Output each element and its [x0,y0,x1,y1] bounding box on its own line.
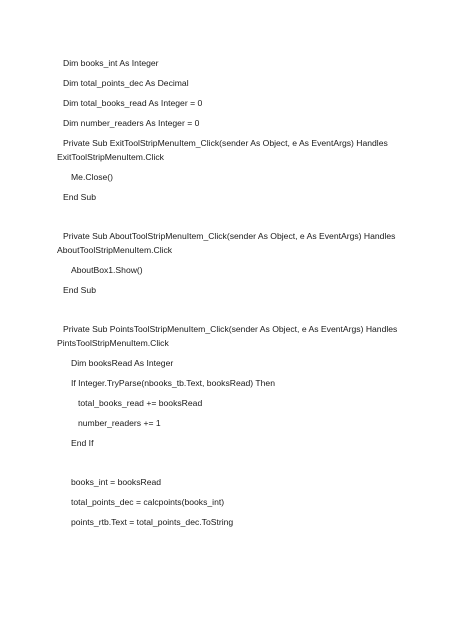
code-line-points-sub-header: Private Sub PointsToolStripMenuItem_Click(sender As Object, e As EventArgs) Handles [63,324,398,334]
code-line-dim-number-readers: Dim number_readers As Integer = 0 [63,118,200,128]
code-line-points-rtb-text: points_rtb.Text = total_points_dec.ToString [71,517,234,527]
code-line-about-handles: AboutToolStripMenuItem.Click [57,245,173,255]
code-line-me-close: Me.Close() [71,172,114,182]
code-line-number-readers-increment: number_readers += 1 [78,418,161,428]
code-line-end-if: End If [71,438,94,448]
code-line-exit-sub-header: Private Sub ExitToolStripMenuItem_Click(sender As Object, e As EventArgs) Handles [63,138,388,148]
code-line-end-sub-about: End Sub [63,285,96,295]
code-line-books-int-assign: books_int = booksRead [71,477,162,487]
code-line-dim-total-books-read: Dim total_books_read As Integer = 0 [63,98,203,108]
code-line-dim-books-read: Dim booksRead As Integer [71,358,174,368]
code-line-about-sub-header: Private Sub AboutToolStripMenuItem_Click(sender As Object, e As EventArgs) Handles [63,231,396,241]
code-line-exit-handles: ExitToolStripMenuItem.Click [57,152,164,162]
code-line-dim-total-points-dec: Dim total_points_dec As Decimal [63,78,189,88]
code-line-total-books-increment: total_books_read += booksRead [78,398,203,408]
code-line-dim-books-int: Dim books_int As Integer [63,58,159,68]
code-line-aboutbox-show: AboutBox1.Show() [71,265,143,275]
code-line-points-handles: PintsToolStripMenuItem.Click [57,338,169,348]
code-line-if-tryparse: If Integer.TryParse(nbooks_tb.Text, booksRead) Then [71,378,275,388]
code-line-end-sub-exit: End Sub [63,192,96,202]
code-line-total-points-calc: total_points_dec = calcpoints(books_int) [71,497,225,507]
